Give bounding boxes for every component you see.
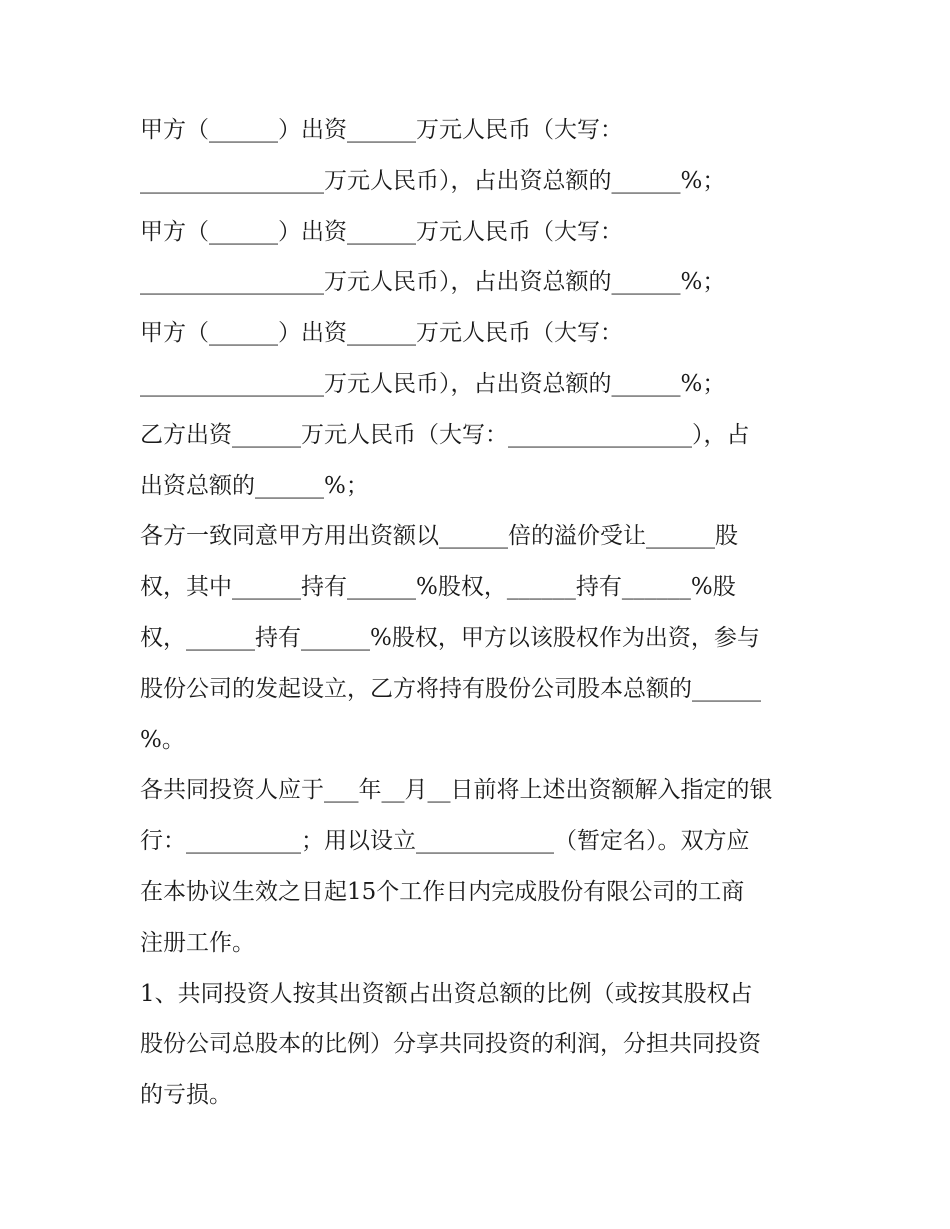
text-line: 的亏损。 xyxy=(140,1082,232,1109)
text-line: ________________万元人民币），占出资总额的______%； xyxy=(140,370,726,397)
text-line: 乙方出资______万元人民币（大写：________________），占 xyxy=(140,421,750,448)
text-line: 甲方（______）出资______万元人民币（大写： xyxy=(140,218,623,245)
text-line: 各方一致同意甲方用出资额以______倍的溢价受让______股 xyxy=(140,523,738,550)
text-line: 1、共同投资人按其出资额占出资总额的比例（或按其股权占 xyxy=(140,980,753,1007)
text-line: 权，其中______持有______%股权，______持有______%股 xyxy=(140,574,736,601)
text-line: 权，______持有______%股权，甲方以该股权作为出资，参与 xyxy=(140,624,760,651)
text-line: 甲方（______）出资______万元人民币（大写： xyxy=(140,320,623,347)
text-line: 股份公司总股本的比例）分享共同投资的利润，分担共同投资 xyxy=(140,1031,761,1058)
text-line: 甲方（______）出资______万元人民币（大写： xyxy=(140,117,623,143)
text-line: 在本协议生效之日起15个工作日内完成股份有限公司的工商 xyxy=(140,878,745,905)
document-page xyxy=(140,105,812,1121)
text-line: %。 xyxy=(140,726,185,753)
text-line: 股份公司的发起设立，乙方将持有股份公司股本总额的______ xyxy=(140,675,761,702)
text-line: 出资总额的______%； xyxy=(140,472,369,499)
text-line: 各共同投资人应于___年__月__日前将上述出资额解入指定的银 xyxy=(140,777,773,804)
text-line: ________________万元人民币），占出资总额的______%； xyxy=(140,167,726,194)
text-line: ________________万元人民币），占出资总额的______%； xyxy=(140,269,726,296)
text-line: 注册工作。 xyxy=(140,929,255,956)
text-line: 行：__________；用以设立____________（暂定名）。双方应 xyxy=(140,828,750,855)
